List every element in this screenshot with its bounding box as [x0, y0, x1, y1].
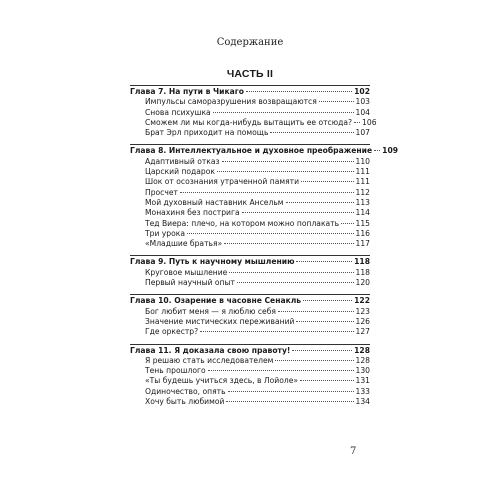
- page-number: 128: [355, 355, 370, 365]
- page-number: 116: [355, 228, 370, 238]
- entry-title: Одиночество, опять: [145, 386, 226, 396]
- page-number: 110: [355, 156, 370, 166]
- toc-entry[interactable]: [130, 177, 370, 187]
- chapter-rule: [130, 294, 370, 295]
- chapter-title: Глава 7. На пути в Чикаго: [130, 87, 244, 96]
- page-number: 113: [355, 197, 370, 207]
- chapter-title: Глава 11. Я доказала свою правоту!: [130, 345, 291, 355]
- dot-leader: [222, 161, 354, 162]
- dot-leader: [224, 243, 353, 244]
- dot-leader: [187, 233, 353, 234]
- toc-entry[interactable]: [130, 208, 370, 218]
- entry-title: «Младшие братья»: [145, 239, 223, 249]
- toc-entry[interactable]: [130, 117, 377, 128]
- page-number: 102: [354, 87, 370, 96]
- dot-leader: [217, 171, 354, 172]
- dot-leader: [286, 202, 354, 203]
- dot-leader: [228, 391, 354, 392]
- page-number: 127: [355, 327, 370, 337]
- entry-title: Брат Эрл приходит на помощь: [145, 128, 269, 138]
- entry-title: Адаптивный отказ: [145, 156, 220, 166]
- dot-leader: [246, 91, 352, 92]
- entry-title: Первый научный опыт: [145, 278, 235, 288]
- page-number: 134: [355, 397, 370, 407]
- dot-leader: [200, 331, 353, 332]
- toc-entry[interactable]: [130, 229, 370, 239]
- toc-entry[interactable]: [130, 128, 370, 138]
- dot-leader: [226, 401, 353, 402]
- entry-title: Тед Виера: плечо, на котором можно поплакать: [145, 218, 340, 228]
- page-number: 118: [355, 267, 370, 277]
- toc-entry[interactable]: [130, 198, 370, 208]
- toc-entry[interactable]: [130, 108, 370, 118]
- chapter-rule: [130, 85, 370, 86]
- page-number: 103: [355, 97, 370, 107]
- entry-title: Просчет: [145, 187, 178, 197]
- dot-leader: [237, 282, 354, 283]
- chapter-rule: [130, 344, 370, 345]
- entry-title: Снова психушка: [145, 107, 211, 117]
- entry-title: Значение мистических переживаний: [145, 316, 295, 326]
- chapter-heading[interactable]: [130, 296, 370, 306]
- page-folio: 7: [350, 446, 357, 457]
- dot-leader: [296, 261, 352, 262]
- toc-entry[interactable]: [130, 327, 370, 337]
- chapter-rule: [130, 144, 370, 145]
- dot-leader: [341, 223, 353, 224]
- page-number: 126: [355, 316, 370, 326]
- dot-leader: [270, 132, 353, 133]
- entry-title: Где оркестр?: [145, 327, 199, 337]
- page-number: 131: [355, 376, 370, 386]
- toc-entry[interactable]: [130, 97, 370, 107]
- running-head: Содержание: [216, 37, 284, 48]
- dot-leader: [296, 321, 353, 322]
- entry-title: Мой духовный наставник Ансельм: [145, 197, 284, 207]
- dot-leader: [229, 272, 353, 273]
- page-number: 106: [362, 117, 377, 127]
- part-title: ЧАСТЬ II: [226, 68, 274, 80]
- page-number: 114: [355, 208, 370, 218]
- entry-title: Бог любит меня — я люблю себя: [145, 306, 276, 316]
- dot-leader: [180, 192, 354, 193]
- dot-leader: [242, 212, 354, 213]
- toc-entry[interactable]: [130, 268, 370, 278]
- chapter-rule: [130, 255, 370, 256]
- entry-title: Импульсы саморазрушения возвращаются: [145, 97, 317, 107]
- toc-entry[interactable]: [130, 188, 370, 198]
- page-number: 104: [355, 107, 370, 117]
- page-number: 120: [355, 278, 370, 288]
- dot-leader: [213, 112, 354, 113]
- chapter-9: [130, 255, 370, 288]
- page-number: 109: [382, 146, 399, 156]
- chapter-7: [130, 85, 377, 138]
- dot-leader: [300, 380, 353, 381]
- toc-entry[interactable]: [130, 219, 370, 229]
- dot-leader: [301, 181, 353, 182]
- chapter-8: [130, 144, 399, 249]
- page-number: 112: [355, 187, 370, 197]
- entry-title: Три урока: [145, 228, 186, 238]
- entry-title: Я решаю стать исследователем: [145, 355, 274, 365]
- toc-entry[interactable]: [130, 278, 370, 288]
- dot-leader: [374, 150, 380, 151]
- chapter-title: Глава 9. Путь к научному мышлению: [130, 257, 295, 267]
- toc-entry[interactable]: [130, 356, 370, 366]
- page-number: 128: [354, 345, 370, 355]
- toc-entry[interactable]: [130, 366, 370, 376]
- chapter-heading[interactable]: [130, 346, 370, 356]
- dot-leader: [275, 360, 353, 361]
- toc-entry[interactable]: [130, 317, 370, 327]
- entry-title: Монахиня без пострига: [145, 208, 240, 218]
- entry-title: Тень прошлого: [145, 366, 206, 376]
- chapter-10: [130, 294, 370, 337]
- entry-title: «Ты будешь учиться здесь, в Лойоле»: [145, 376, 299, 386]
- dot-leader: [319, 101, 354, 102]
- page-number: 122: [354, 296, 370, 306]
- dot-leader: [208, 370, 354, 371]
- page-number: 123: [355, 306, 370, 316]
- dot-leader: [303, 300, 352, 301]
- page-number: 111: [355, 167, 370, 177]
- toc-entry[interactable]: [130, 307, 370, 317]
- page-number: 130: [355, 366, 370, 376]
- chapter-11: [130, 344, 370, 408]
- page-number: 107: [355, 128, 370, 138]
- toc-entry[interactable]: [130, 157, 370, 167]
- dot-leader: [292, 350, 352, 351]
- chapter-heading[interactable]: [130, 87, 370, 97]
- page-number: 115: [355, 218, 370, 228]
- chapter-heading[interactable]: [130, 257, 370, 267]
- entry-title: Круговое мышление: [145, 267, 228, 277]
- entry-title: Хочу быть любимой: [145, 397, 225, 407]
- dot-leader: [354, 122, 360, 123]
- toc-entry[interactable]: [130, 397, 370, 407]
- table-of-contents: [130, 85, 399, 413]
- page-number: 111: [355, 177, 370, 187]
- page-number: 117: [355, 239, 370, 249]
- toc-entry[interactable]: [130, 376, 370, 386]
- chapter-title: Глава 8. Интеллектуальное и духовное преображение: [130, 146, 373, 156]
- chapter-heading[interactable]: [130, 146, 399, 156]
- entry-title: Сможем ли мы когда-нибудь вытащить ее отсюда?: [145, 117, 353, 127]
- entry-title: Шок от осознания утраченной памяти: [145, 177, 300, 187]
- page-number: 118: [354, 257, 370, 267]
- page-number: 133: [355, 386, 370, 396]
- toc-entry[interactable]: [130, 387, 370, 397]
- chapter-title: Глава 10. Озарение в часовне Сенакль: [130, 296, 302, 306]
- dot-leader: [278, 311, 354, 312]
- toc-entry[interactable]: [130, 239, 370, 249]
- toc-entry[interactable]: [130, 167, 370, 177]
- entry-title: Царский подарок: [145, 167, 215, 177]
